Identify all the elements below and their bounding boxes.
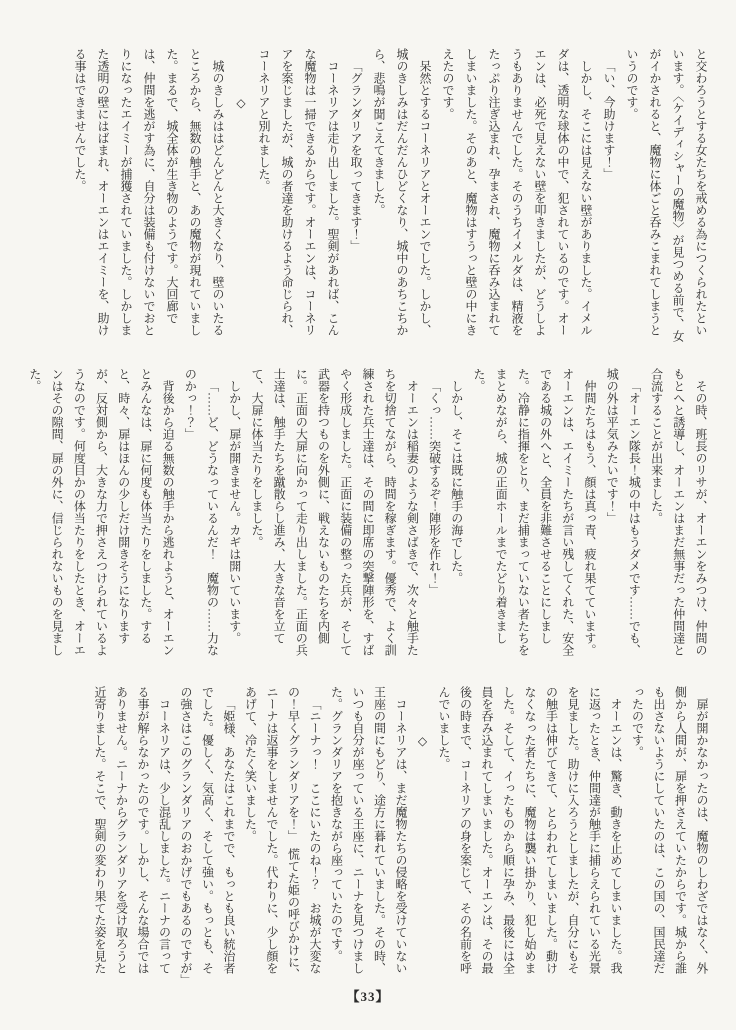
section-divider: ◇ [234,96,248,110]
dialogue-line: 「くっ……突破するぞ！陣形を作れ！」 [427,380,442,596]
dialogue-line: 「……ど、どうなっているんだ！ 魔物の……力なのかっ！？」 [183,368,220,656]
dialogue-line: 「オーエン隊長！城の中はもうダメです……でも、城の外は平気みたいです！」 [605,368,642,656]
paragraph: 背後から迫る無数の触手から逃れようと、オーエンとみんなは、扉に何度も体当たりをしました。すると、時々、扉はほんの少しだけ開きそうになりますが、反対側から、大きな力で押さえつけられているようなのです。何度目かの体当たりをしたとき、オーエンはその隙間、扉の外に、信じられないものを見ました。 [27,368,176,656]
paragraph: しかし、そこには見えない壁がありました。イメルダは、透明な球体の中で、犯されているのです。オーエンは、必死で見えない壁を叩きましたが、どうしようもありませんでした。そのうちイメルダは、精液をたっぷり注ぎ込まれ、孕まされ、魔物に呑み込まれてしまいました。そのあと、魔物はすうっと壁の中にきえたのです。 [441,48,593,336]
dialogue-line: 「い、今助けます！」 [602,60,616,180]
paragraph: オーエンは、驚き、動きを止めてしまいました。我に返ったとき、仲間達が触手に捕らえられている光景を見ました。助けに入ろうとしましたが、自分にもその触手は伸びてきて、とらわれてしまいました。動けなくなった者たちに、魔物は襲い掛かり、犯し始めました。そして、イったものから順に孕み、最後には全員を呑み込まれてしまいました。オーエンは、その最後の時まで、コーネリアの身を案じて、その名前を呼んでいました。 [437,686,623,974]
paragraph: コーネリアは、まだ魔物たちの侵略を受けていない王座の間にもどり、途方に暮れていました。その時、いつも自分が座っている王座に、ニーナを見つけました。グランダリアを抱きながら座っていたのです。 [329,686,408,974]
dialogue-line: 「姫様、あなたはこれまでで、もっとも良い統治者でした。優しく、気高く、そして強い。もっとも、その強さはこのグランダリアのおかげでもあるのですが」 [179,686,236,986]
dialogue-line: 「グランダリアを取ってきます！」 [349,60,363,252]
paragraph: 城のきしみははどんどんと大きくなり、壁のいたるところから、無数の触手と、あの魔物が現れていました。まるで、城全体が生き物のようです。大回廊では、仲間を逃がす為に、自分は装備も付けないでおとりになったエイミーが捕獲されていました。しかしまた透明の壁にはばまれ、オーエンはエイミーを、助ける事はできませんでした。 [73,48,225,336]
paragraph: 呆然とするコーネリアとオーエンでした。しかし、城のきしみはだんだんひどくなり、城中のあちこちから、悲鳴が聞こえてきました。 [372,48,432,336]
paragraph: しかし、そこは既に触手の海でした。 [449,380,464,584]
text-band-1 [68,48,712,344]
paragraph: コーネリアは、少し混乱しました。ニーナの言ってる事が解らなかったのです。しかし、そんな場合ではありません。ニーナからグランダリアを受け取ろうと近寄りました。そこで、聖剣の変わり果てた姿を見た [93,686,172,974]
text-band-3 [89,686,713,986]
paragraph: しかし、扉が開きません。カギは開いています。 [227,380,242,644]
section-divider: ◇ [415,734,430,748]
paragraph: コーネリアは走り出しました。聖剣があれば、こんな魔物は一掃できるからです。オーエンは、コーネリアを案じましたが、城の者達を助けるよう命じられ、コーネリアと別れました。 [257,48,340,336]
dialogue-line: 「ニーナっ！ ここにいたのね！？ お城が大変なの！早くグランダリアを！」 慌てた姫の呼びかけに、ニーナは返事をしませんでした。代わりに、少し顔をあげて、冷たく笑いました。 [243,686,322,980]
paragraph: 扉が開かなかったのは、魔物のしわざではなく、外側から人間が、扉を押さえていたからです。城から誰も出さないようにしていたのは、この国の、国民達だったのです。 [630,686,709,974]
page-number: 【33】 [346,989,390,1004]
text-band-2 [24,368,712,664]
paragraph: その時、班長のリサが、オーエンをみつけ、仲間のもとへと誘導し、オーエンはまだ無事だった仲間達と合流することが出来ました。 [649,368,708,656]
paragraph: と交わろうとする女たちを戒める為につくられたといいます。〈ケイディシャーの魔物〉が見つめる前で、女がイかされると、魔物に体ごと呑みこまれてしまうというのです。 [625,48,708,342]
paragraph: オーエンは稲妻のような剣さばきで、次々と触手たちを切捨てながら、時間を稼ぎます。優秀で、よく訓練された兵士達は、その間に即席の突撃陣形を、すばやく形成しました。正面に装備の整った兵が、そして武器を持つものを外側に、戦えないものたちを内側に。正面の大扉に向かって走り出しました。正面の兵士達は、触手たちを蹴散らし進み、大きな音を立てて、大扉に体当たりをしました。 [249,368,420,656]
paragraph: 仲間たちはもう、顔は真っ青、疲れ果てています。オーエンは、エイミーたちが言い残してくれた、安全である城の外へと、全員を非難させることにしました。冷静に指揮をとり、まだ捕まっていない者たちをまとめながら、城の正面ホールまでたどり着きました。 [471,368,597,656]
